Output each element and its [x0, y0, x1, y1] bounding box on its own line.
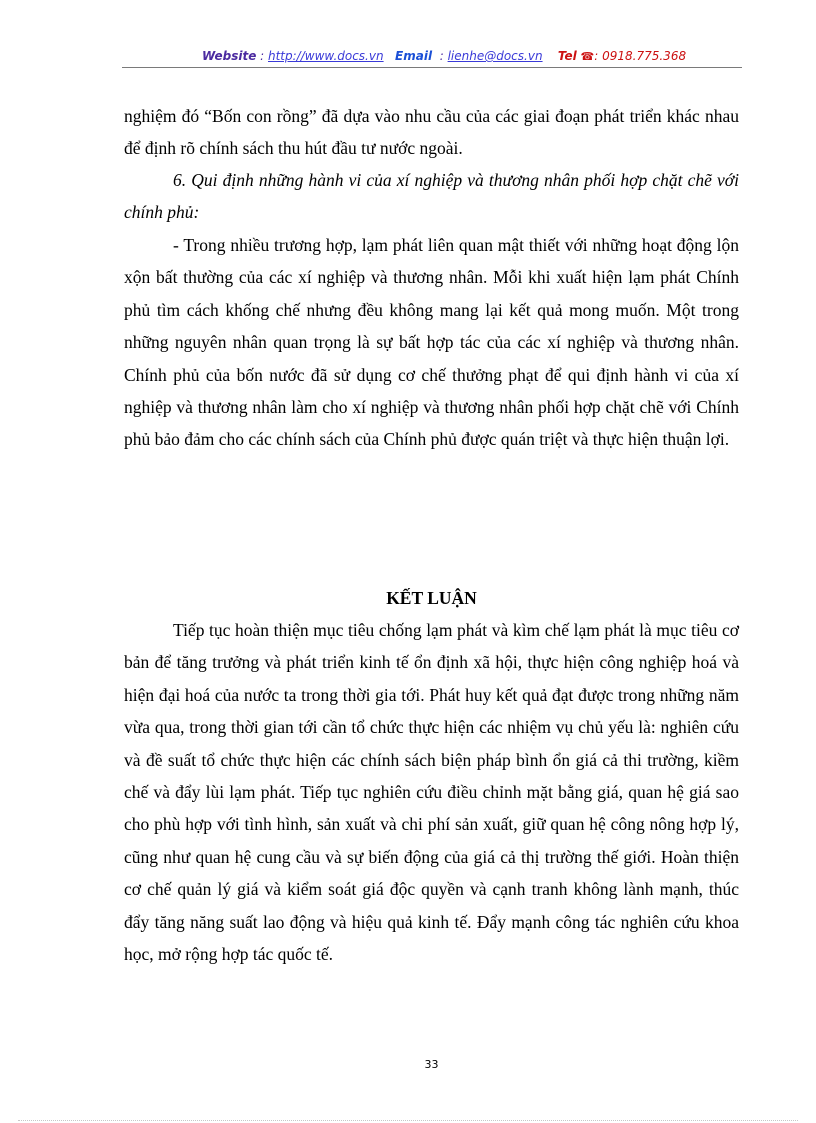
page-header [122, 47, 742, 68]
paragraph-continuation: nghiệm đó “Bốn con rồng” đã dựa vào nhu cầu của các giai đoạn phát triển khác nhau để định rõ chính sách thu hút đầu tư nước ngoài. [124, 106, 739, 159]
phone-icon: ☎ [580, 50, 595, 63]
conclusion-body: Tiếp tục hoàn thiện mục tiêu chống lạm phát và kìm chế lạm phát là mục tiêu cơ bản để tăng trưởng và phát triển kinh tế ổn định xã hội, thực hiện công nghiệp hoá và hiện đại hoá của nước ta trong thời gia tới. Phát huy kết quả đạt được trong những năm vừa qua, trong thời gian tới cần tổ chức thực hiện các nhiệm vụ chủ yếu là: nghiên cứu và đề suất tổ chức thực hiện các chính sách biện pháp bình ổn giá cả thi trường, kiềm chế và đẩy lùi lạm phát. Tiếp tục nghiên cứu điều chỉnh mặt bằng giá, quan hệ giá sao cho phù hợp với tình hình, sản xuất và chi phí sản xuất, giữ quan hệ công nông hợp lý, cũng như quan hệ cung cầu và sự biến động của giá cả thị trường thế giới. Hoàn thiện cơ chế quản lý giá và kiểm soát giá độc quyền và cạnh tranh không lành mạnh, thúc đẩy tăng năng suất lao động và hiệu quả kinh tế. Đẩy mạnh công tác nghiên cứu khoa học, mở rộng hợp tác quốc tế. [124, 620, 739, 965]
email-separator: : [435, 49, 448, 63]
tel-label: Tel [557, 49, 577, 63]
tel-separator: : [594, 49, 603, 63]
section-6-heading: 6. Qui định những hành vi của xí nghiệp và thương nhân phối hợp chặt chẽ với chính phủ: [124, 170, 739, 223]
section-6-body: - Trong nhiều trương hợp, lạm phát liên quan mật thiết với những hoạt động lộn xộn bất thường của các xí nghiệp và thương nhân. Mỗi khi xuất hiện lạm phát Chính phủ tìm cách khống chế nhưng đều không mang lại kết quả mong muốn. Một trong những nguyên nhân quan trọng là sự bất hợp tác của các xí nghiệp và thương nhân. Chính phủ của bốn nước đã sử dụng cơ chế thưởng phạt để qui định hành vi của xí nghiệp và thương nhân làm cho xí nghiệp và thương nhân phối hợp chặt chẽ với Chính phủ bảo đảm cho các chính sách của Chính phủ được quán triệt và thực hiện thuận lợi. [124, 235, 739, 450]
tel-value: 0918.775.368 [602, 49, 687, 63]
email-label: Email [395, 49, 433, 63]
website-separator: : [256, 49, 268, 63]
website-label: Website [202, 49, 257, 63]
page-bottom-divider [18, 1120, 798, 1121]
page-number: 33 [424, 1058, 439, 1071]
conclusion-heading: KẾT LUẬN [386, 588, 477, 608]
website-link[interactable]: http://www.docs.vn [268, 49, 384, 63]
email-link[interactable]: lienhe@docs.vn [447, 49, 543, 63]
header-contact-line [202, 47, 686, 66]
